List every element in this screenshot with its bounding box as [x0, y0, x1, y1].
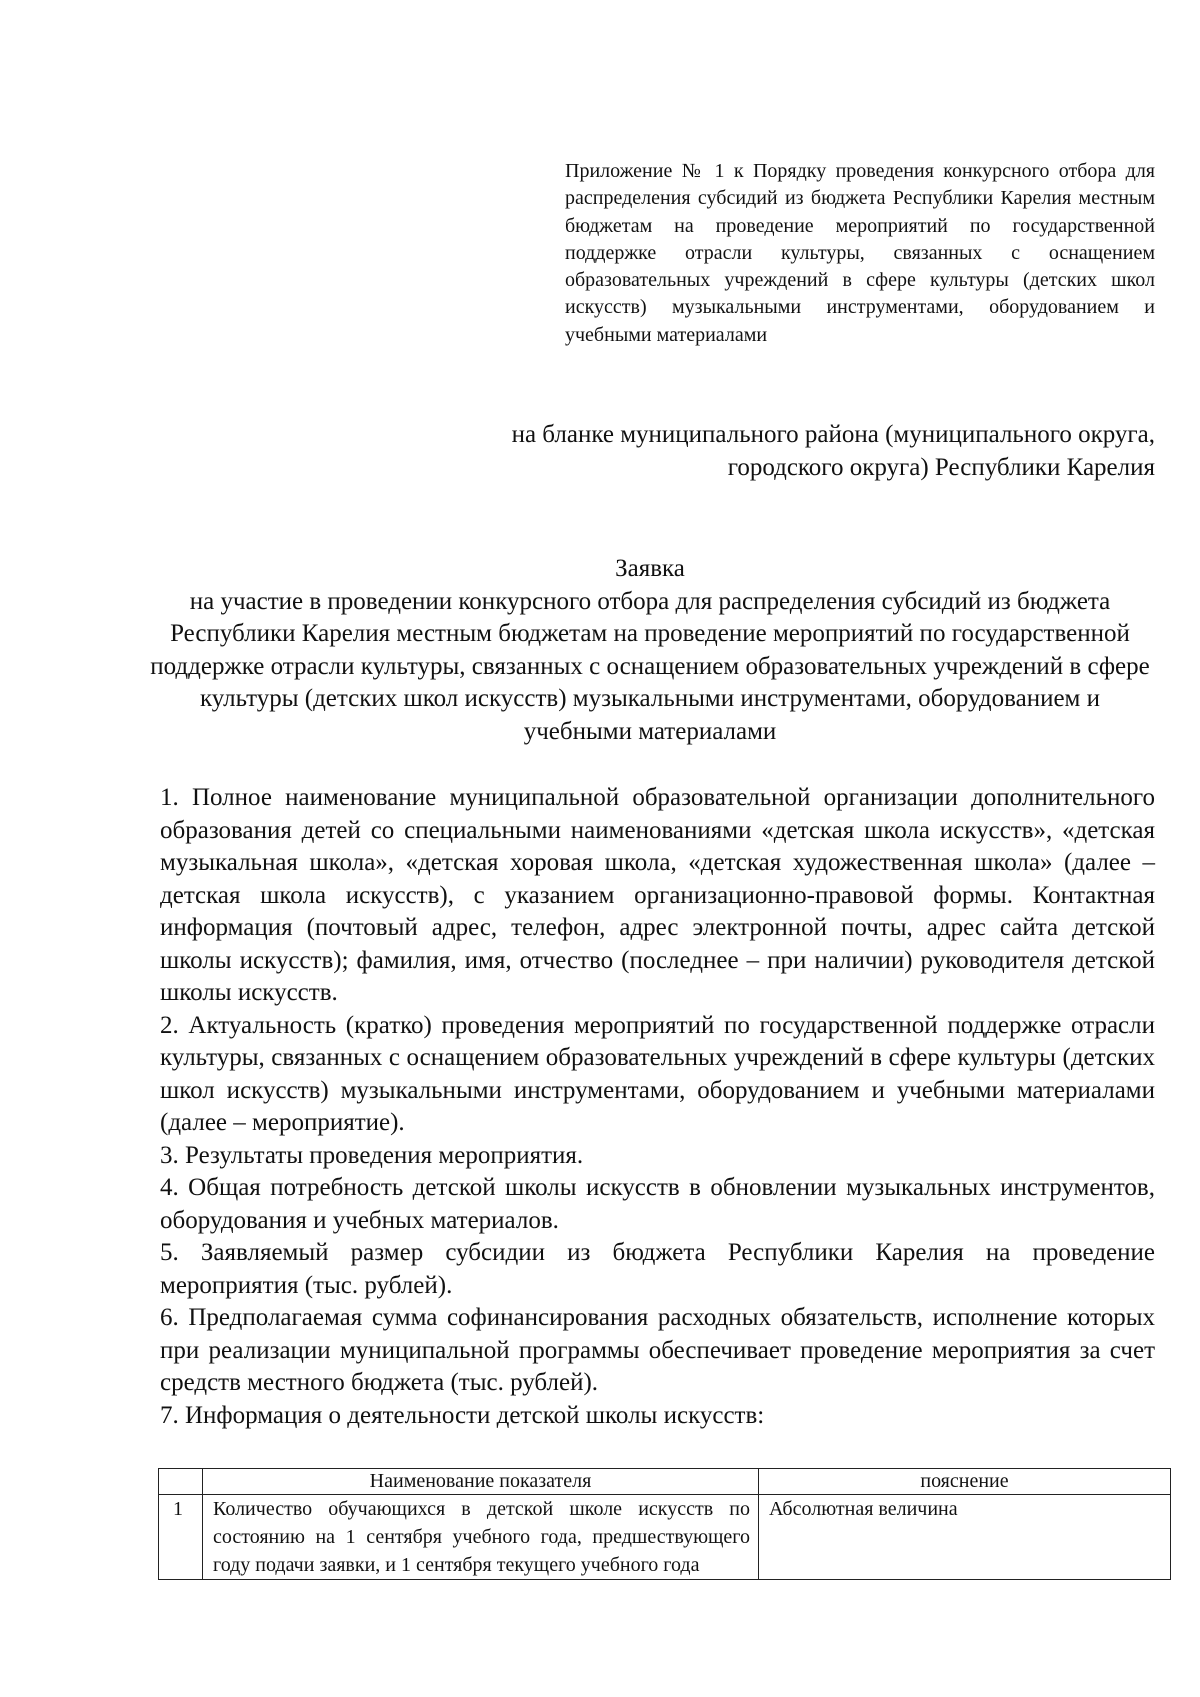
- title-subtitle: на участие в проведении конкурсного отбора для распределения субсидий из бюджета Республики Карелия местным бюджетам на проведение мероприятий по государственной поддержке отрасли культуры, связанных с оснащением образовательных учреждений в сфере культуры (детских школ искусств) музыкальными инструментами, оборудованием и учебными материалами: [150, 587, 1150, 745]
- header-cell-note: пояснение: [759, 1469, 1171, 1495]
- annex-note: Приложение № 1 к Порядку проведения конкурсного отбора для распределения субсидий из бюджета Республики Карелия местным бюджетам на проведение мероприятий по государственной поддержке отрасли культуры, связанных с оснащением образовательных учреждений в сфере культуры (детских школ искусств) музыкальными инструментами, оборудованием и учебными материалами: [565, 160, 1155, 346]
- items-list: [160, 782, 1155, 1432]
- indicators-table: [158, 1468, 1171, 1580]
- table-header-row: [159, 1469, 1171, 1495]
- list-item: 7. Информация о деятельности детской школы искусств:: [160, 1401, 765, 1429]
- header-cell-number: [159, 1469, 203, 1495]
- title-heading: Заявка: [615, 555, 685, 582]
- list-item: 6. Предполагаемая сумма софинансирования расходных обязательств, исполнение которых при реализации муниципальной программы обеспечивает проведение мероприятия за счет средств местного бюджета (тыс. рублей).: [160, 1304, 1155, 1396]
- table-row: [159, 1495, 1171, 1580]
- row-indicator: Количество обучающихся в детской школе искусств по состоянию на 1 сентября учебного года, предшествующего году подачи заявки, и 1 сентября текущего учебного года: [203, 1495, 759, 1580]
- letterhead-note-line1: на бланке муниципального района (муниципального округа,: [511, 421, 1155, 448]
- row-note: Абсолютная величина: [759, 1495, 1171, 1580]
- list-item: 5. Заявляемый размер субсидии из бюджета Республики Карелия на проведение мероприятия (тыс. рублей).: [160, 1239, 1155, 1299]
- list-item: 4. Общая потребность детской школы искусств в обновлении музыкальных инструментов, оборудования и учебных материалов.: [160, 1174, 1155, 1234]
- letterhead-note-line2: городского округа) Республики Карелия: [727, 454, 1155, 481]
- list-item: 2. Актуальность (кратко) проведения мероприятий по государственной поддержке отрасли культуры, связанных с оснащением образовательных учреждений в сфере культуры (детских школ искусств) музыкальными инструментами, оборудованием и учебными материалами (далее – мероприятие).: [160, 1011, 1155, 1136]
- row-number: 1: [159, 1495, 203, 1580]
- document-title: [150, 553, 1150, 748]
- letterhead-note: [300, 418, 1155, 484]
- header-cell-indicator: Наименование показателя: [203, 1469, 759, 1495]
- list-item: 3. Результаты проведения мероприятия.: [160, 1141, 584, 1169]
- list-item: 1. Полное наименование муниципальной образовательной организации дополнительного образования детей со специальными наименованиями «детская школа искусств», «детская музыкальная школа», «детская хоровая школа, «детская художественная школа» (далее – детская школа искусств), с указанием организационно-правовой формы. Контактная информация (почтовый адрес, телефон, адрес электронной почты, адрес сайта детской школы искусств); фамилия, имя, отчество (последнее – при наличии) руководителя детской школы искусств.: [160, 784, 1155, 1006]
